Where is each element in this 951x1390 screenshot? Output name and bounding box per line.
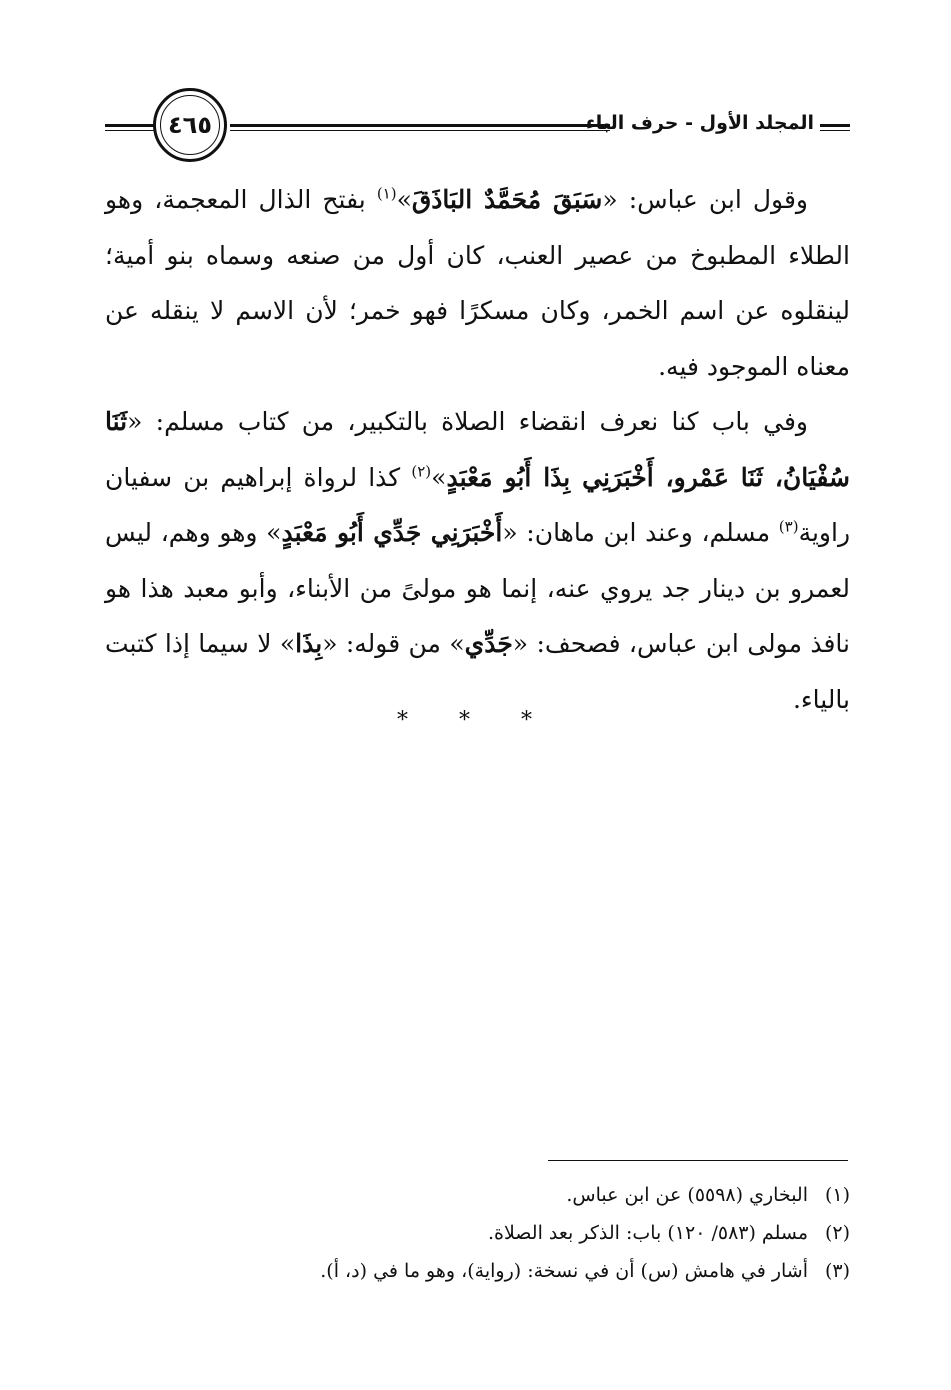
paragraph-1 xyxy=(105,172,850,394)
footnotes xyxy=(105,1176,850,1290)
footnote-item xyxy=(105,1252,850,1290)
text-segment: » xyxy=(431,462,447,492)
footnote-marker: (٣) xyxy=(778,517,799,536)
section-separator: * * * xyxy=(397,708,554,733)
footnote-marker: (١) xyxy=(376,184,397,203)
running-title: المجلد الأول - حرف الباء xyxy=(586,112,814,134)
footnote-item xyxy=(105,1214,850,1252)
footnote-rule xyxy=(548,1160,848,1161)
header-rule xyxy=(820,130,850,131)
text-segment: وقول ابن عباس: « xyxy=(602,185,808,214)
text-segment: مسلم، وعند ابن ماهان: « xyxy=(502,518,779,547)
footnote-text: أشار في هامش (س) أن في نسخة: (رواية)، وهو ما في (د، أ). xyxy=(320,1260,808,1282)
text-segment: » لا سيما إذا كتبت بالياء. xyxy=(105,629,850,714)
footnote-number: (٣) xyxy=(824,1260,850,1282)
hadith-quote: سَبَقَ مُحَمَّدٌ البَاذَقَ xyxy=(411,185,603,214)
main-text xyxy=(105,172,850,727)
page-number-medallion xyxy=(153,88,227,162)
text-segment: » من قوله: « xyxy=(322,629,465,658)
text-segment: وفي باب كنا نعرف انقضاء الصلاة بالتكبير، من كتاب مسلم: « xyxy=(127,407,808,436)
page-number: ٤٦٥ xyxy=(168,111,212,139)
text-segment: » وهو وهم، ليس لعمرو بن دينار جد يروي عنه، إنما هو مولىً من الأبناء، وأبو معبد هذا هو نافذ مولى ابن عباس، فصحف: « xyxy=(105,518,850,658)
header-rule xyxy=(230,130,610,131)
hadith-quote: جَدِّي xyxy=(464,629,513,658)
footnote-text: مسلم (٥٨٣/ ١٢٠) باب: الذكر بعد الصلاة. xyxy=(487,1222,808,1244)
paragraph-2 xyxy=(105,394,850,727)
page-header xyxy=(105,86,850,166)
header-rule xyxy=(820,124,850,127)
hadith-quote: بِذَا xyxy=(295,629,323,658)
header-rule xyxy=(230,124,610,127)
footnote-number: (١) xyxy=(824,1184,850,1206)
hadith-quote: ثَنَا سُفْيَانُ، ثَنَا عَمْرو، أَخْبَرَنِي بِذَا أَبُو مَعْبَدٍ xyxy=(105,407,850,492)
text-segment: » xyxy=(396,185,412,214)
text-segment: كذا لرواة إبراهيم بن سفيان راوية xyxy=(105,462,851,547)
header-rule xyxy=(105,124,160,127)
footnote-number: (٢) xyxy=(824,1222,850,1244)
text-segment: بفتح الذال المعجمة، وهو الطلاء المطبوخ من عصير العنب، كان أول من صنعه وسماه بنو أمية؛ لينقلوه عن اسم الخمر، وكان مسكرًا فهو خمر؛ لأن الاسم لا ينقله عن معناه الموجود فيه. xyxy=(105,185,850,381)
footnote-marker: (٢) xyxy=(411,462,432,481)
hadith-quote: أَخْبَرَنِي جَدِّي أَبُو مَعْبَدٍ xyxy=(281,518,503,547)
footnote-text: البخاري (٥٥٩٨) عن ابن عباس. xyxy=(566,1184,808,1206)
footnote-item xyxy=(105,1176,850,1214)
header-rule xyxy=(105,130,160,131)
